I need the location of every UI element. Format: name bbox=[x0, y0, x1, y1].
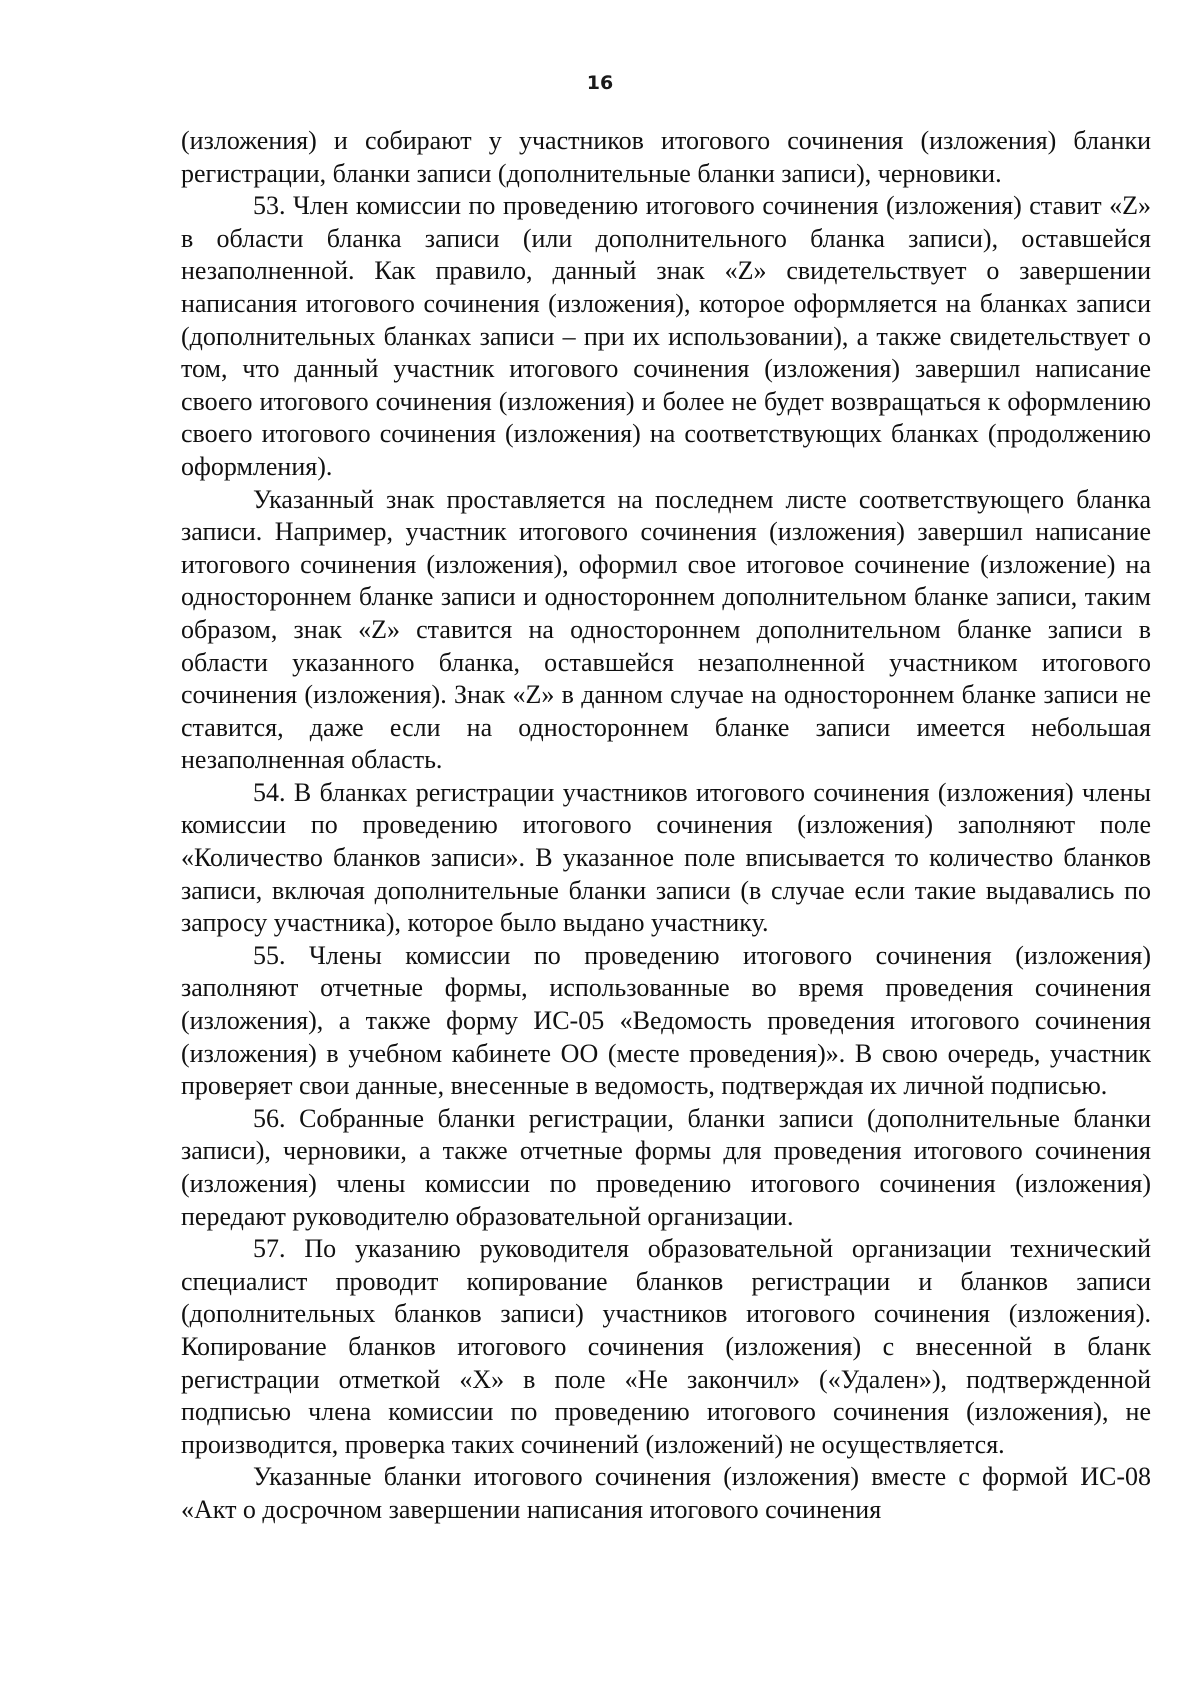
paragraph-54: 54. В бланках регистрации участников итогового сочинения (изложения) члены комиссии по проведению итогового сочинения (изложения) заполняют поле «Количество бланков записи». В указанное поле вписывается то количество бланков записи, включая дополнительные бланки записи (в случае если такие выдавались по запросу участника), которое было выдано участнику. bbox=[181, 777, 1151, 938]
document-body bbox=[181, 125, 1151, 1527]
paragraph-53: 53. Член комиссии по проведению итогового сочинения (изложения) ставит «Z» в области бланка записи (или дополнительного бланка записи), оставшейся незаполненной. Как правило, данный знак «Z» свидетельствует о завершении написания итогового сочинения (изложения), которое оформляется на бланках записи (дополнительных бланках записи – при их использовании), а также свидетельствует о том, что данный участник итогового сочинения (изложения) завершил написание своего итогового сочинения (изложения) и более не будет возвращаться к оформлению своего итогового сочинения (изложения) на соответствующих бланках (продолжению оформления). bbox=[181, 191, 1151, 481]
paragraph-56: 56. Собранные бланки регистрации, бланки записи (дополнительные бланки записи), черновики, а также отчетные формы для проведения итогового сочинения (изложения) члены комиссии по проведению итогового сочинения (изложения) передают руководителю образовательной организации. bbox=[181, 1103, 1151, 1231]
page-number: 16 bbox=[586, 72, 614, 94]
paragraph-z-mark-example: Указанный знак проставляется на последнем листе соответствующего бланка записи. Например, участник итогового сочинения (изложения) завершил написание итогового сочинения (изложения), оформил свое итоговое сочинение (изложение) на одностороннем бланке записи и одностороннем дополнительном бланке записи, таким образом, знак «Z» ставится на одностороннем дополнительном бланке записи в области указанного бланка, оставшейся незаполненной участником итогового сочинения (изложения). Знак «Z» в данном случае на одностороннем бланке записи не ставится, даже если на одностороннем бланке записи имеется небольшая незаполненная область. bbox=[181, 484, 1151, 775]
paragraph-continuation: (изложения) и собирают у участников итогового сочинения (изложения) бланки регистрации, бланки записи (дополнительные бланки записи), черновики. bbox=[181, 126, 1151, 188]
paragraph-55: 55. Члены комиссии по проведению итогового сочинения (изложения) заполняют отчетные формы, использованные во время проведения сочинения (изложения), а также форму ИС-05 «Ведомость проведения итогового сочинения (изложения) в учебном кабинете ОО (месте проведения)». В свою очередь, участник проверяет свои данные, внесенные в ведомость, подтверждая их личной подписью. bbox=[181, 940, 1151, 1101]
paragraph-blanks-with-form: Указанные бланки итогового сочинения (изложения) вместе с формой ИС-08 «Акт о досрочном завершении написания итогового сочинения bbox=[181, 1462, 1151, 1524]
paragraph-57: 57. По указанию руководителя образовательной организации технический специалист проводит копирование бланков регистрации и бланков записи (дополнительных бланков записи) участников итогового сочинения (изложения). Копирование бланков итогового сочинения (изложения) с внесенной в бланк регистрации отметкой «X» в поле «Не закончил» («Удален»), подтвержденной подписью члена комиссии по проведению итогового сочинения (изложения), не производится, проверка таких сочинений (изложений) не осуществляется. bbox=[181, 1234, 1151, 1459]
